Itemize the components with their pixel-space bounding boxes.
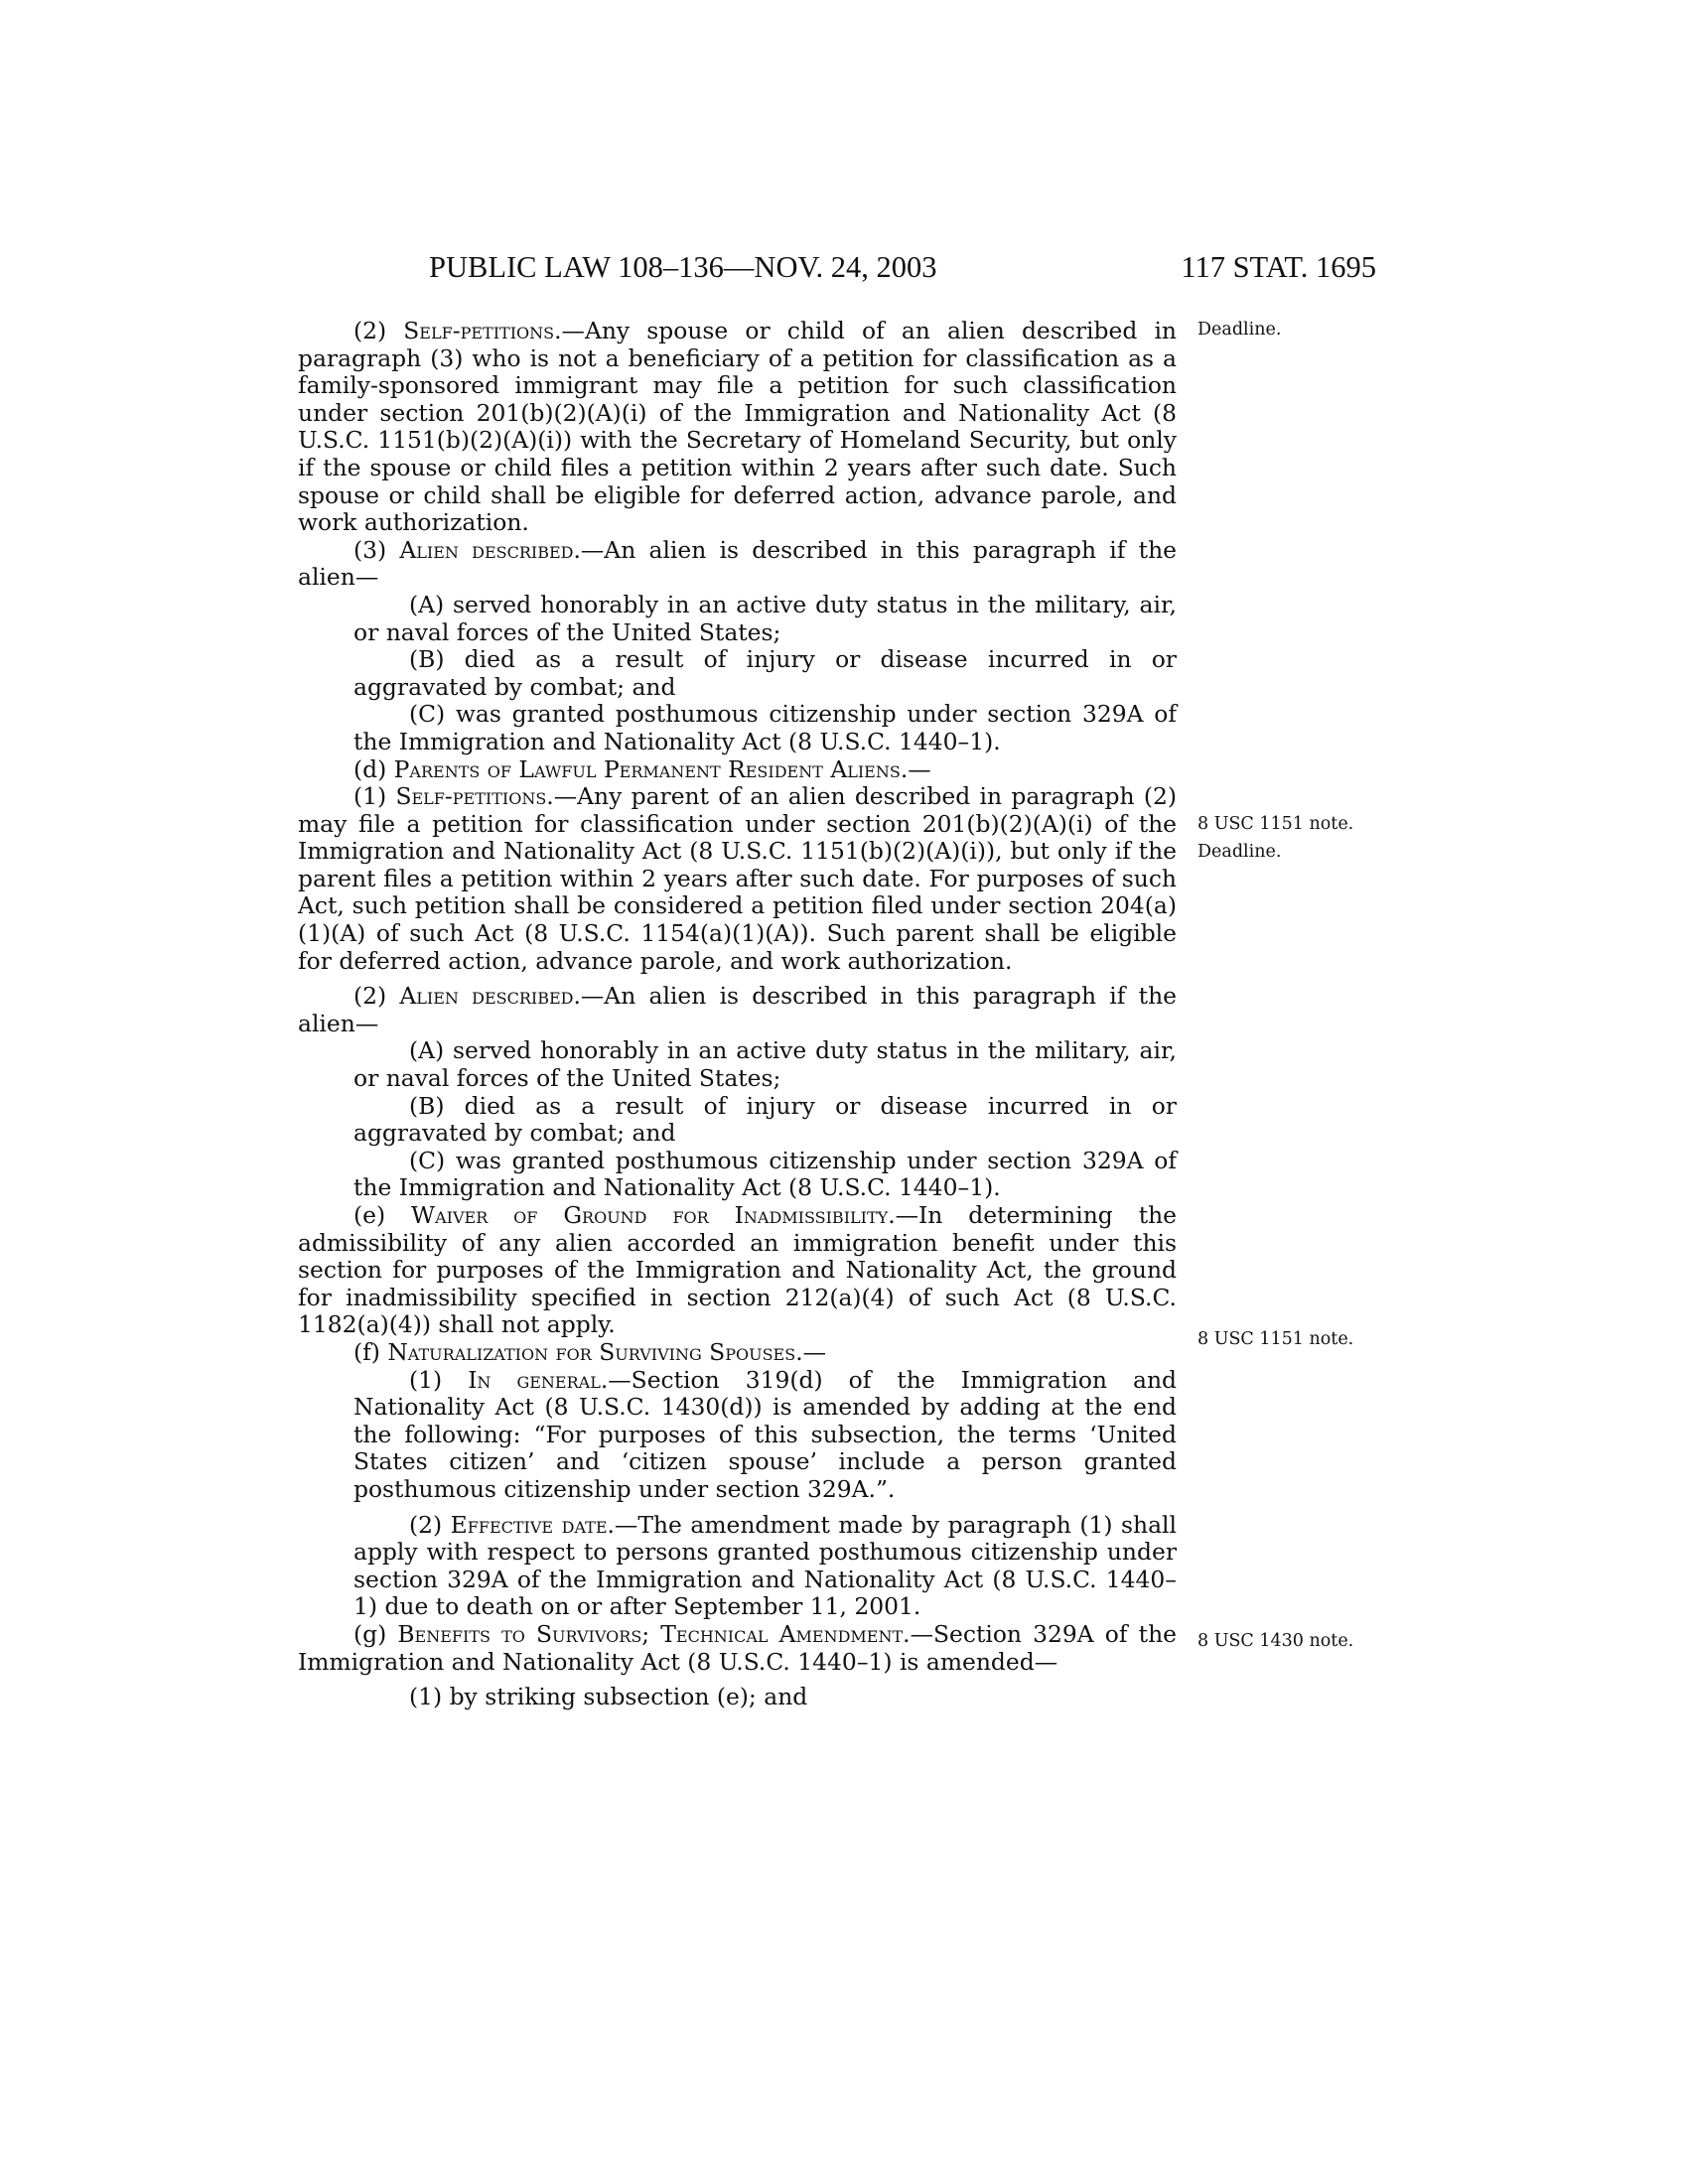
section-heading: (e) Waiver of Ground for Inadmissibility.—In determining the admissibility of any alien accorded an immigration benefit under this section for purposes of the Immigration and Nationality Act, the ground for inadmissibility specified in section 212(a)(4) of such Act (8 U.S.C. 1182(a)(4)) shall not apply. — [298, 1201, 1178, 1339]
subparagraph: (B) died as a result of injury or disease incurred in or aggravated by combat; and — [353, 645, 1177, 701]
paragraph: (1) Self-petitions.—Any parent of an alien described in paragraph (2) may file a petition for classification under section 201(b)(2)(A)(i) of the Immigration and Nationality Act (8 U.S.C. 1151(b)(2)(A)(i)), but only if the parent files a petition within 2 years after such date. For purposes of such Act, such petition shall be considered a petition filed under section 204(a)(1)(A) of such Act (8 U.S.C. 1154(a)(1)(A)). Such parent shall be eligible for deferred action, advance parole, and work authorization. — [298, 782, 1177, 975]
paragraph: (2) Alien described.—An alien is described in this paragraph if the alien— — [298, 982, 1177, 1037]
paragraph: (2) Self-petitions.—Any spouse or child of an alien described in paragraph (3) who is not a beneficiary of a petition for classification as a family-sponsored immigrant may file a petition for such classification under section 201(b)(2)(A)(i) of the Immigration and Nationality Act (8 U.S.C. 1151(b)(2)(A)(i)) with the Secretary of Homeland Security, but only if the spouse or child files a petition within 2 years after such date. Such spouse or child shall be eligible for deferred action, advance parole, and work authorization. — [298, 317, 1177, 537]
subparagraph: (C) was granted posthumous citizenship under section 329A of the Immigration and Nationality Act (8 U.S.C. 1440–1). — [353, 700, 1177, 755]
document-body — [298, 318, 1177, 1711]
paragraph: (1) In general.—Section 319(d) of the Immigration and Nationality Act (8 U.S.C. 1430(d)) is amended by adding at the end the following: “For purposes of this subsection, the terms ‘United States citizen’ and ‘citizen spouse’ include a person granted posthumous citizenship under section 329A.”. — [353, 1365, 1177, 1503]
running-header — [298, 250, 1376, 290]
margin-note-deadline: Deadline. — [1197, 320, 1282, 340]
paragraph: (2) Effective date.—The amendment made by paragraph (1) shall apply with respect to persons granted posthumous citizenship under section 329A of the Immigration and Nationality Act (8 U.S.C. 1440–1) due to death on or after September 11, 2001. — [353, 1510, 1177, 1621]
paragraph: (3) Alien described.—An alien is described in this paragraph if the alien— — [298, 535, 1177, 592]
margin-note-usc: 8 USC 1151 note. — [1197, 814, 1354, 834]
subparagraph: (A) served honorably in an active duty status in the military, air, or naval forces of the United States; — [353, 1036, 1177, 1093]
subparagraph: (C) was granted posthumous citizenship under section 329A of the Immigration and Nationality Act (8 U.S.C. 1440–1). — [353, 1146, 1177, 1202]
statute-page-number: 117 STAT. 1695 — [1181, 250, 1376, 284]
paragraph: (1) by striking subsection (e); and — [409, 1683, 808, 1711]
section-heading: (d) Parents of Lawful Permanent Resident Aliens.— — [353, 754, 931, 783]
section-heading: (f) Naturalization for Surviving Spouses.— — [353, 1337, 827, 1366]
page-title: PUBLIC LAW 108–136—NOV. 24, 2003 — [429, 250, 937, 284]
subparagraph: (A) served honorably in an active duty status in the military, air, or naval forces of the United States; — [353, 590, 1177, 646]
margin-note-usc: 8 USC 1151 note. — [1197, 1329, 1354, 1349]
section-heading: (g) Benefits to Survivors; Technical Amendment.—Section 329A of the Immigration and Nationality Act (8 U.S.C. 1440–1) is amended— — [298, 1619, 1177, 1676]
margin-note-deadline: Deadline. — [1197, 842, 1282, 862]
subparagraph: (B) died as a result of injury or disease incurred in or aggravated by combat; and — [353, 1091, 1177, 1148]
margin-note-usc: 8 USC 1430 note. — [1197, 1631, 1354, 1651]
